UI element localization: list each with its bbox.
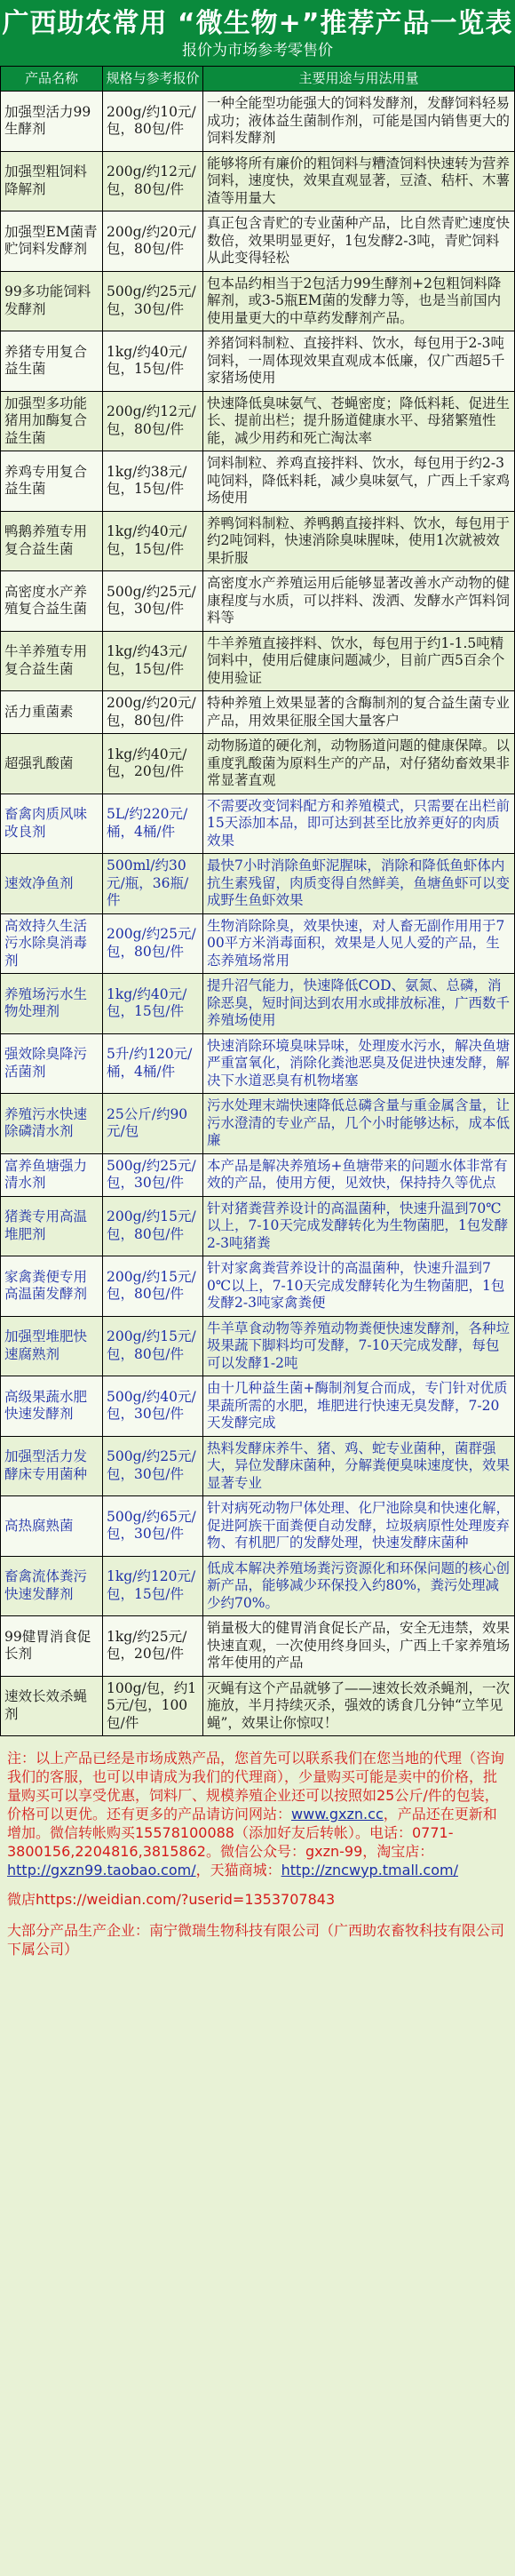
table-row — [1, 794, 515, 854]
notes-text-1: 注：以上产品已经是市场成熟产品，您首先可以联系我们在您当地的代理（咨询我们的客服，也可以申请成为我们的代理商），少量购买可能是卖中的价格，批量购买可以享受优惠，饲料厂、规模养殖企业还可以按照如25公斤/件的包装，价格可以更优。还有更多的产品请访问网站： — [7, 1750, 505, 1822]
product-spec-cell: 500g/约25元/包，30包/件 — [103, 1436, 203, 1496]
table-row — [1, 92, 515, 152]
product-spec-cell: 1kg/约25元/包，20包/件 — [103, 1616, 203, 1677]
product-spec-cell: 200g/约15元/包，80包/件 — [103, 1256, 203, 1317]
product-usage-cell: 包本品约相当于2包活力99生酵剂+2包粗饲料降解剂，或3-5瓶EM菌的发酵力等，也是当前国内使用量更大的中草药发酵剂产品。 — [203, 271, 515, 331]
table-row — [1, 1094, 515, 1154]
product-usage-cell: 由十几种益生菌+酶制剂复合而成，专门针对优质果蔬所需的水肥，堆肥进行快速无臭发酵，7-20天发酵完成 — [203, 1376, 515, 1437]
table-row — [1, 913, 515, 974]
product-spec-cell: 200g/约20元/包，80包/件 — [103, 691, 203, 734]
product-usage-cell: 热料发酵床养牛、猪、鸡、蛇专业菌种，菌群强大，异位发酵床菌种，分解粪便臭味速度快，效果显著专业 — [203, 1436, 515, 1496]
product-name-cell: 强效除臭降污活菌剂 — [1, 1033, 103, 1094]
product-name-cell: 养殖污水快速除磷清水剂 — [1, 1094, 103, 1154]
product-usage-cell: 动物肠道的硬化剂，动物肠道问题的健康保障。以重度乳酸菌为原料生产的产品，对仔猪幼畜效果非常显著直观 — [203, 734, 515, 794]
product-name-cell: 加强型堆肥快速腐熟剂 — [1, 1316, 103, 1376]
product-name-cell: 牛羊养殖专用复合益生菌 — [1, 631, 103, 691]
product-name-cell: 养殖场污水生物处理剂 — [1, 974, 103, 1034]
table-row — [1, 331, 515, 392]
product-spec-cell: 500ml/约30元/瓶，36瓶/件 — [103, 854, 203, 914]
product-spec-cell: 1kg/约40元/包，20包/件 — [103, 734, 203, 794]
table-row — [1, 1316, 515, 1376]
tmall-link[interactable]: http://zncwyp.tmall.com/ — [281, 1862, 458, 1878]
product-spec-cell: 500g/约65元/包，30包/件 — [103, 1496, 203, 1557]
product-usage-cell: 饲料制粒、养鸡直接拌料、饮水，每包用于约2-3吨饲料，降低料耗，减少臭味氨气，广西上千家鸡场使用 — [203, 451, 515, 512]
product-name-cell: 99多功能饲料发酵剂 — [1, 271, 103, 331]
product-usage-cell: 针对病死动物尸体处理、化尸池除臭和快速化解，促进阿族干面粪便自动发酵，垃圾病原性处理废弃物、有机肥厂的发酵处理，快速发酵床菌种 — [203, 1496, 515, 1557]
product-name-cell: 养猪专用复合益生菌 — [1, 331, 103, 392]
table-row — [1, 691, 515, 734]
product-name-cell: 加强型多功能猪用加酶复合益生菌 — [1, 391, 103, 451]
product-spec-cell: 200g/约15元/包，80包/件 — [103, 1196, 203, 1256]
notes-text-2: ，产品还在更新和增加。微信转帐购买15578100088（添加好友后转帐）。电话：0771-3800156,2204816,3815862。微信公众号：gxzn-99，淘宝店： — [7, 1806, 497, 1860]
product-name-cell: 高级果蔬水肥快速发酵剂 — [1, 1376, 103, 1437]
product-usage-cell: 快速降低臭味氨气、苍蝇密度；降低料耗、促进生长、提前出栏；提升肠道健康水平、母猪繁殖性能，减少用药和死亡淘汰率 — [203, 391, 515, 451]
product-spec-cell: 500g/约25元/包，30包/件 — [103, 1153, 203, 1196]
notes-text-3: ，天猫商城： — [195, 1862, 281, 1878]
product-name-cell: 高热腐熟菌 — [1, 1496, 103, 1557]
page-header — [0, 0, 515, 66]
product-spec-cell: 1kg/约38元/包，15包/件 — [103, 451, 203, 512]
product-usage-cell: 高密度水产养殖运用后能够显著改善水产动物的健康程度与水质，可以拌料、泼洒、发酵水产饵料饲料等 — [203, 571, 515, 632]
product-name-cell: 99健胃消食促长剂 — [1, 1616, 103, 1677]
table-row — [1, 511, 515, 571]
product-usage-cell: 不需要改变饲料配方和养殖模式，只需要在出栏前15天添加本品，即可达到甚至比放养更好的肉质效果 — [203, 794, 515, 854]
product-name-cell: 活力重菌素 — [1, 691, 103, 734]
product-spec-cell: 5L/约220元/桶，4桶/件 — [103, 794, 203, 854]
product-spec-cell: 25公斤/约90元/包 — [103, 1094, 203, 1154]
product-usage-cell: 生物消除除臭，效果快速，对人畜无副作用用于700平方米消毒面积，效果是人见人爱的产品，生态养殖场常用 — [203, 913, 515, 974]
product-spec-cell: 1kg/约40元/包，15包/件 — [103, 974, 203, 1034]
product-spec-cell: 1kg/约120元/包，15包/件 — [103, 1556, 203, 1616]
table-row — [1, 1376, 515, 1437]
website-link[interactable]: www.gxzn.cc — [291, 1806, 384, 1822]
product-usage-cell: 一种全能型功能强大的饲料发酵剂，发酵饲料轻易成功；液体益生菌制作剂，可能是国内销售更大的饲料发酵剂 — [203, 92, 515, 152]
page-title: 广西助农常用 “微生物+”推荐产品一览表 — [2, 8, 513, 39]
table-row — [1, 1256, 515, 1317]
product-name-cell: 高密度水产养殖复合益生菌 — [1, 571, 103, 632]
table-row — [1, 1556, 515, 1616]
table-row — [1, 1676, 515, 1736]
table-row — [1, 571, 515, 632]
column-header-spec: 规格与参考报价 — [103, 67, 203, 92]
column-header-name: 产品名称 — [1, 67, 103, 92]
product-usage-cell: 真正包含青贮的专业菌种产品，比自然青贮速度快数倍，效果明显更好，1包发酵2-3吨，青贮饲料从此变得轻松 — [203, 211, 515, 272]
product-spec-cell: 500g/约25元/包，30包/件 — [103, 571, 203, 632]
table-row — [1, 451, 515, 512]
table-header-row — [1, 67, 515, 92]
product-spec-cell: 200g/约12元/包，80包/件 — [103, 151, 203, 211]
product-name-cell: 速效长效杀蝇剂 — [1, 1676, 103, 1736]
product-table — [0, 66, 515, 1736]
column-header-usage: 主要用途与用法用量 — [203, 67, 515, 92]
product-usage-cell: 牛羊草食动物等养殖动物粪便快速发酵剂，各种垃圾果蔬下脚料均可发酵，7-10天完成发酵，每包可以发酵1-2吨 — [203, 1316, 515, 1376]
product-name-cell: 高效持久生活污水除臭消毒剂 — [1, 913, 103, 974]
product-usage-cell: 最快7小时消除鱼虾泥腥味，消除和降低鱼虾体内抗生素残留，肉质变得自然鲜美，鱼塘鱼虾可以变成野生鱼虾效果 — [203, 854, 515, 914]
table-row — [1, 974, 515, 1034]
table-row — [1, 1033, 515, 1094]
product-usage-cell: 低成本解决养殖场粪污资源化和环保问题的核心创新产品，能够减少环保投入约80%，粪污处理减少约70%。 — [203, 1556, 515, 1616]
product-name-cell: 畜禽肉质风味改良剂 — [1, 794, 103, 854]
product-spec-cell: 100g/包，约15元/包，100包/件 — [103, 1676, 203, 1736]
table-row — [1, 1496, 515, 1557]
product-name-cell: 超强乳酸菌 — [1, 734, 103, 794]
product-spec-cell: 200g/约10元/包，80包/件 — [103, 92, 203, 152]
product-usage-cell: 灭蝇有这个产品就够了——速效长效杀蝇剂，一次施放，半月持续灭杀，强效的诱食几分钟“立竿见蝇”，效果让你惊叹！ — [203, 1676, 515, 1736]
table-row — [1, 151, 515, 211]
product-usage-cell: 特种养殖上效果显著的含酶制剂的复合益生菌专业产品，用效果征服全国大量客户 — [203, 691, 515, 734]
table-row — [1, 391, 515, 451]
product-usage-cell: 针对家禽粪营养设计的高温菌种，快速升温到70℃以上，7-10天完成发酵转化为生物菌肥，1包发酵2-3吨家禽粪便 — [203, 1256, 515, 1317]
product-spec-cell: 200g/约25元/包，80包/件 — [103, 913, 203, 974]
table-row — [1, 1436, 515, 1496]
product-name-cell: 加强型粗饲料降解剂 — [1, 151, 103, 211]
table-row — [1, 734, 515, 794]
product-name-cell: 猪粪专用高温堆肥剂 — [1, 1196, 103, 1256]
product-spec-cell: 5升/约120元/桶，4桶/件 — [103, 1033, 203, 1094]
product-usage-cell: 快速消除环境臭味异味，处理废水污水，解决鱼塘严重富氧化，消除化粪池恶臭及促进快速发酵，解决下水道恶臭有机物堵塞 — [203, 1033, 515, 1094]
product-name-cell: 加强型活力发酵床专用菌种 — [1, 1436, 103, 1496]
product-spec-cell: 500g/约25元/包，30包/件 — [103, 271, 203, 331]
product-usage-cell: 销量极大的健胃消食促长产品，安全无违禁，效果快速直观，一次使用终身回头，广西上千家养殖场常年使用的产品 — [203, 1616, 515, 1677]
product-usage-cell: 养猪饲料制粒、直接拌料、饮水，每包用于2-3吨饲料，一周体现效果直观成本低廉，仅广西超5千家猪场使用 — [203, 331, 515, 392]
product-name-cell: 加强型活力99生酵剂 — [1, 92, 103, 152]
product-usage-cell: 能够将所有廉价的粗饲料与糟渣饲料快速转为营养饲料，速度快，效果直观显著，豆渣、秸杆、木薯渣等用量大 — [203, 151, 515, 211]
product-usage-cell: 养鸭饲料制粒、养鸭鹅直接拌料、饮水，每包用于约2吨饲料，快速消除臭味腥味，使用1次就被效果折服 — [203, 511, 515, 571]
product-name-cell: 畜禽流体粪污快速发酵剂 — [1, 1556, 103, 1616]
table-row — [1, 271, 515, 331]
product-spec-cell: 200g/约20元/包，80包/件 — [103, 211, 203, 272]
weidian-link[interactable]: 微店https://weidian.com/?userid=1353707843 — [7, 1891, 336, 1908]
product-spec-cell: 200g/约15元/包，80包/件 — [103, 1316, 203, 1376]
product-name-cell: 鸭鹅养殖专用复合益生菌 — [1, 511, 103, 571]
page-subtitle: 报价为市场参考零售价 — [182, 42, 333, 60]
product-name-cell: 养鸡专用复合益生菌 — [1, 451, 103, 512]
product-spec-cell: 1kg/约43元/包，15包/件 — [103, 631, 203, 691]
product-usage-cell: 牛羊养殖直接拌料、饮水，每包用于约1-1.5吨精饲料中，使用后健康问题减少，目前广西5百余个使用验证 — [203, 631, 515, 691]
table-row — [1, 854, 515, 914]
product-spec-cell: 1kg/约40元/包，15包/件 — [103, 511, 203, 571]
table-row — [1, 631, 515, 691]
table-row — [1, 1616, 515, 1677]
product-spec-cell: 500g/约40元/包，30包/件 — [103, 1376, 203, 1437]
taobao-link[interactable]: http://gxzn99.taobao.com/ — [7, 1862, 196, 1878]
table-row — [1, 211, 515, 272]
table-row — [1, 1196, 515, 1256]
product-usage-cell: 提升沼气能力，快速降低COD、氨氮、总磷，消除恶臭，短时间达到农用水或排放标准，广西数千养殖场使用 — [203, 974, 515, 1034]
product-usage-cell: 本产品是解决养殖场+鱼塘带来的问题水体非常有效的产品，使用方便，见效快，保持持久等优点 — [203, 1153, 515, 1196]
product-rows — [1, 92, 515, 1736]
product-name-cell: 加强型EM菌青贮饲料发酵剂 — [1, 211, 103, 272]
product-spec-cell: 1kg/约40元/包，15包/件 — [103, 331, 203, 392]
product-spec-cell: 200g/约12元/包，80包/件 — [103, 391, 203, 451]
product-usage-cell: 针对猪粪营养设计的高温菌种，快速升温到70℃以上，7-10天完成发酵转化为生物菌肥，1包发酵2-3吨猪粪 — [203, 1196, 515, 1256]
product-name-cell: 家禽粪便专用高温菌发酵剂 — [1, 1256, 103, 1317]
table-row — [1, 1153, 515, 1196]
company-info: 大部分产品生产企业：南宁微瑞生物科技有限公司（广西助农畜牧科技有限公司下属公司） — [7, 1922, 505, 1958]
product-usage-cell: 污水处理末端快速降低总磷含量与重金属含量，让污水澄清的专业产品，几个小时能够达标，成本低廉 — [203, 1094, 515, 1154]
product-name-cell: 速效净鱼剂 — [1, 854, 103, 914]
product-name-cell: 富养鱼塘强力清水剂 — [1, 1153, 103, 1196]
notes-section — [0, 1736, 515, 1885]
